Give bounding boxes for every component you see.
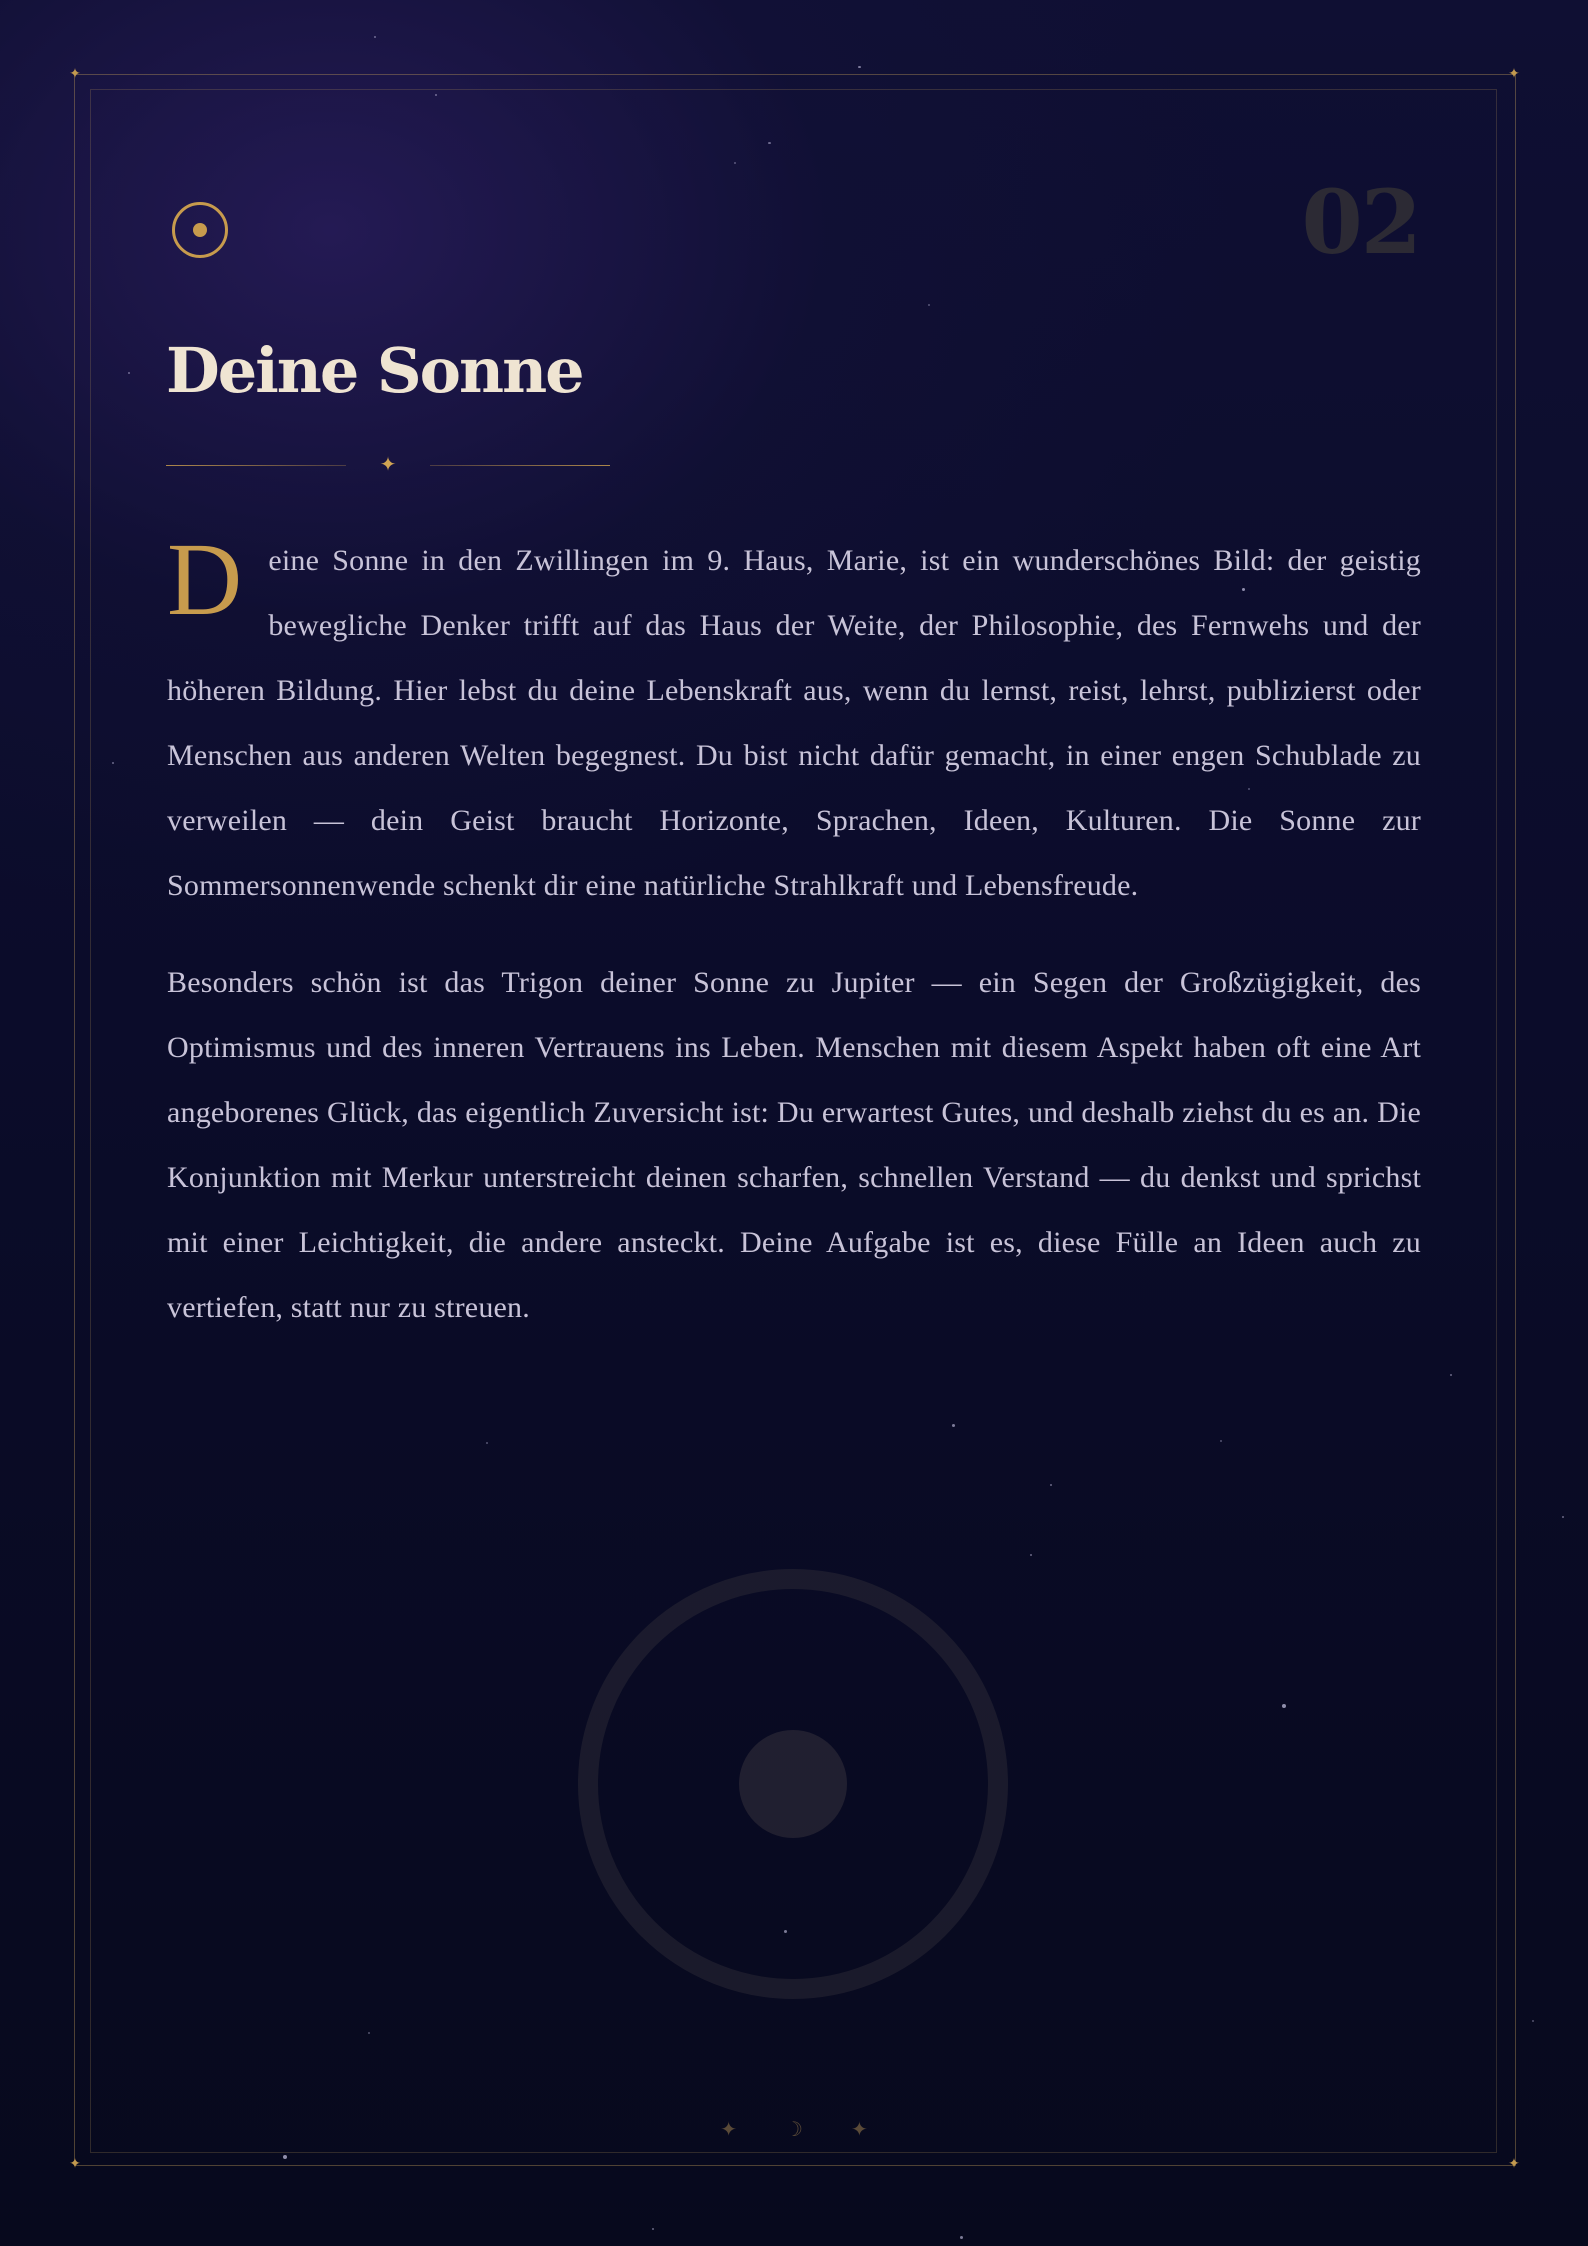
four-point-star-icon: ✦ <box>720 2117 738 2141</box>
drop-cap: D <box>167 522 243 637</box>
page-title: Deine Sonne <box>166 334 583 407</box>
sun-symbol-dot <box>193 223 207 237</box>
footer-ornament <box>0 2114 1588 2144</box>
title-divider-left <box>166 465 346 466</box>
four-point-star-icon: ✦ <box>379 452 397 476</box>
paragraph-2: Besonders schön ist das Trigon deiner Sonne zu Jupiter — ein Segen der Großzügigkeit, des Optimismus und des inneren Vertrauens ins Leben. Menschen mit diesem Aspekt haben oft eine Art angeborenes Glück, das eigentlich Zuversicht ist: Du erwartest Gutes, und deshalb ziehst du es an. Die Konjunktion mit Merkur unterstreicht deinen scharfen, schnellen Verstand — du denkst und sprichst mit einer Leichtigkeit, die andere ansteckt. Deine Aufgabe ist es, diese Fülle an Ideen auch zu vertiefen, statt nur zu streuen. <box>167 966 1421 1324</box>
star <box>1562 1516 1564 1518</box>
star <box>1532 2020 1534 2022</box>
corner-star-icon: ✦ <box>1508 66 1520 82</box>
paragraph-1-text: eine Sonne in den Zwillingen im 9. Haus, Marie, ist ein wunderschönes Bild: der geistig bewegliche Denker trifft auf das Haus der Weite, der Philosophie, des Fernwehs und der höheren Bildung. Hier lebst du deine Lebenskraft aus, wenn du lernst, reist, lehrst, publizierst oder Menschen aus anderen Welten begegnest. Du bist nicht dafür gemacht, in einer engen Schublade zu verweilen — dein Geist braucht Horizonte, Sprachen, Ideen, Kulturen. Die Sonne zur Sommersonnenwende schenkt dir eine natürliche Strahlkraft und Lebensfreude. <box>167 544 1421 902</box>
corner-star-icon: ✦ <box>69 2156 81 2172</box>
title-divider-right <box>430 465 610 466</box>
corner-star-icon: ✦ <box>1508 2156 1520 2172</box>
page-number: 02 <box>1301 170 1420 274</box>
four-point-star-icon: ✦ <box>850 2117 868 2141</box>
corner-star-icon: ✦ <box>69 66 81 82</box>
sun-symbol-icon <box>172 202 228 258</box>
star <box>652 2228 654 2230</box>
large-sun-core <box>739 1730 847 1838</box>
star <box>960 2236 963 2239</box>
crescent-moon-icon: ☽ <box>785 2117 803 2141</box>
star <box>374 36 376 38</box>
star <box>858 66 861 68</box>
large-sun-symbol-icon <box>578 1569 1008 1999</box>
body-text <box>167 522 1421 1340</box>
paragraph-1 <box>167 522 1421 918</box>
